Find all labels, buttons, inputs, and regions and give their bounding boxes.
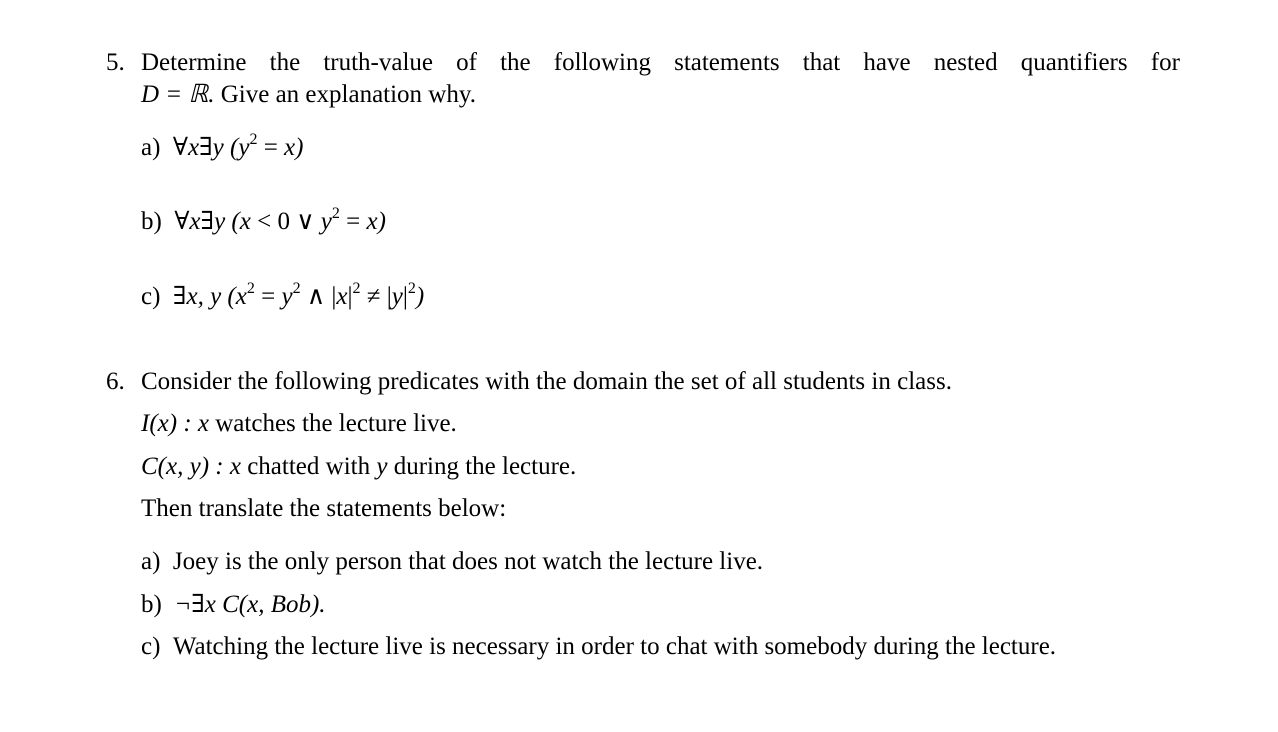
item-formula: ∃x, y ($x^2 = y^2$ ∧ $|x|^2 \ne |y|^2$) (172, 279, 425, 310)
item-formula: ∀x∃y (x < 0 ∨ $y^2 = x$) (174, 204, 386, 235)
prompt-word: the (269, 49, 301, 76)
problem-5-number: 5. (106, 49, 125, 76)
problem-5-prompt-line-2 (141, 80, 476, 110)
problem-6-item-b (141, 590, 326, 620)
prompt-word: that (802, 49, 841, 76)
problem-6-instruction: Then translate the statements below: (141, 495, 507, 522)
predicate-i (141, 409, 457, 439)
problem-5-item-c (141, 279, 425, 312)
problem-6-item-a (141, 547, 763, 577)
prompt-word: nested (933, 49, 998, 76)
problem-5-prompt-line-1 (141, 48, 1180, 78)
predicate-text: chatted with (240, 453, 377, 480)
predicate-text: watches the lecture live. (209, 410, 457, 437)
item-label: c) (141, 283, 161, 310)
prompt-line-2-text: Give an explanation why. (214, 81, 476, 108)
domain-formula: D = ℝ. (141, 81, 215, 108)
prompt-word: Determine (141, 49, 247, 76)
problem-6-item-c (141, 632, 1056, 662)
problem-5-item-b (141, 204, 386, 237)
problem-6-number: 6. (106, 368, 125, 395)
item-formula: ¬∃x C(x, Bob). (174, 591, 326, 618)
item-label: a) (141, 548, 161, 575)
prompt-word: have (863, 49, 911, 76)
prompt-word: the (500, 49, 531, 76)
problem-5-item-a (141, 130, 304, 163)
item-label: b) (141, 591, 162, 618)
item-text: Joey is the only person that does not watch the lecture live. (172, 548, 764, 575)
item-formula: ∀x∃y $(y^2 = x)$ (172, 130, 304, 161)
item-label: b) (141, 208, 162, 235)
prompt-word: of (456, 49, 477, 76)
item-label: a) (141, 134, 161, 161)
prompt-word: for (1150, 49, 1180, 76)
predicate-c (141, 452, 576, 482)
prompt-word: truth-value (323, 49, 433, 76)
prompt-word: quantifiers (1020, 49, 1128, 76)
predicate-var: y (376, 453, 388, 480)
predicate-tail: during the lecture. (387, 453, 577, 480)
predicate-symbol: I(x) : x (141, 410, 209, 437)
prompt-word: following (553, 49, 651, 76)
problem-6-intro: Consider the following predicates with the domain the set of all students in class. (141, 368, 952, 395)
prompt-word: statements (674, 49, 780, 76)
item-text: Watching the lecture live is necessary in order to chat with somebody during the lecture. (172, 633, 1057, 660)
predicate-symbol: C(x, y) : x (141, 453, 241, 480)
item-label: c) (141, 633, 161, 660)
